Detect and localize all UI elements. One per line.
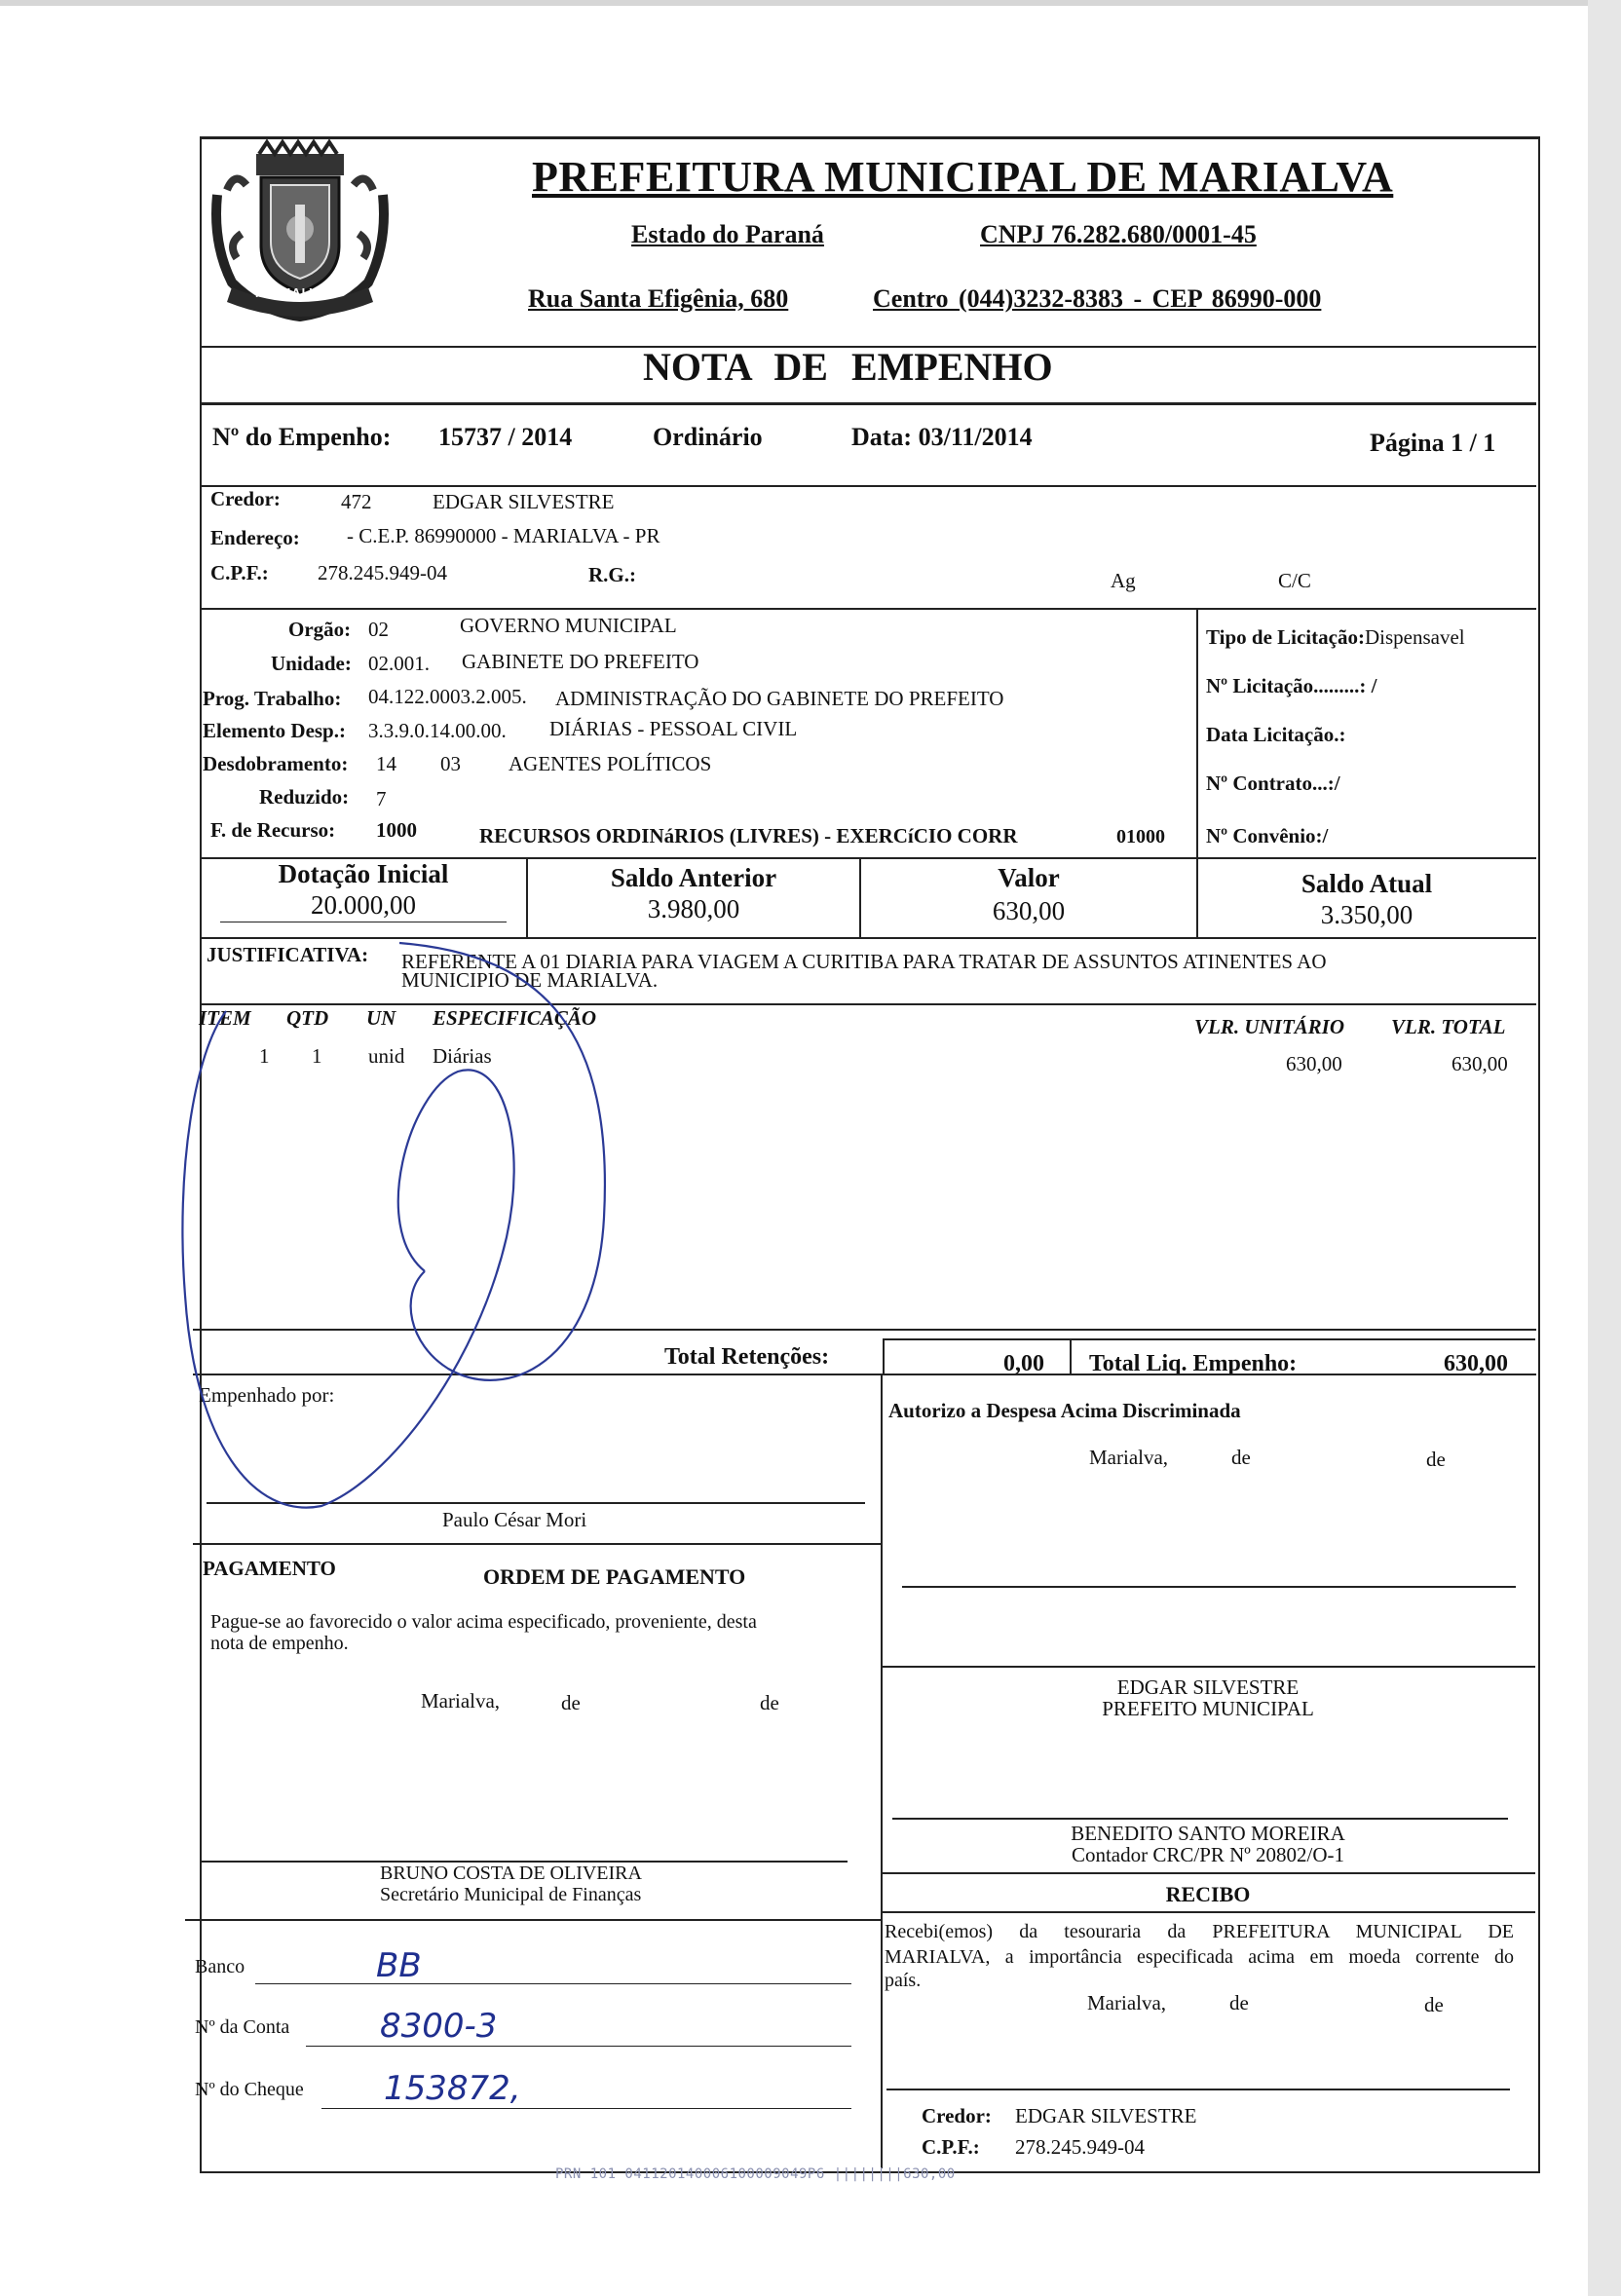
dotacao-label: Dotação Inicial bbox=[278, 859, 449, 888]
recibo-line2: MARIALVA, a importância especificada acima em moeda corrente do bbox=[885, 1946, 1514, 1968]
pagamento-text2: nota de empenho. bbox=[210, 1633, 349, 1654]
contador-name: BENEDITO SANTO MOREIRA bbox=[1071, 1822, 1345, 1845]
empenho-type: Ordinário bbox=[653, 423, 763, 451]
state-label: Estado do Paraná bbox=[631, 220, 824, 248]
recibo-cpf-label: C.P.F.: bbox=[922, 2135, 980, 2159]
justificativa-label: JUSTIFICATIVA: bbox=[207, 943, 369, 966]
licitacao-numero: Nº Licitação.........: / bbox=[1206, 674, 1377, 697]
pagamento-place: Marialva, bbox=[421, 1689, 501, 1713]
item-row-un: unid bbox=[368, 1044, 405, 1068]
cheque-value: 153872, bbox=[384, 2069, 521, 2108]
dotacao-value: 20.000,00 bbox=[311, 890, 416, 920]
endereco-value: - C.E.P. 86990000 - MARIALVA - PR bbox=[347, 524, 660, 547]
licitacao-contrato: Nº Contrato...:/ bbox=[1206, 772, 1340, 795]
orgao-label: Orgão: bbox=[288, 618, 352, 641]
ordem-pagamento-label: ORDEM DE PAGAMENTO bbox=[483, 1564, 746, 1589]
recurso-code: 1000 bbox=[376, 818, 417, 842]
pagamento-de2: de bbox=[760, 1691, 779, 1714]
elemento-name: DIÁRIAS - PESSOAL CIVIL bbox=[549, 717, 798, 740]
orgao-name: GOVERNO MUNICIPAL bbox=[460, 614, 677, 637]
cnpj-label: CNPJ 76.282.680/0001-45 bbox=[980, 220, 1257, 248]
credor-code: 472 bbox=[341, 490, 372, 513]
licitacao-convenio: Nº Convênio:/ bbox=[1206, 824, 1329, 847]
recibo-line3: país. bbox=[885, 1970, 922, 1991]
item-row-espec: Diárias bbox=[433, 1044, 492, 1068]
banco-label: Banco bbox=[195, 1956, 245, 1977]
col-header-un: UN bbox=[366, 1006, 396, 1030]
coat-of-arms-text: MARIALVA bbox=[255, 285, 328, 300]
col-header-total: VLR. TOTAL bbox=[1391, 1015, 1506, 1038]
cc-label: C/C bbox=[1278, 569, 1311, 592]
justificativa-line2: MUNICIPIO DE MARIALVA. bbox=[401, 968, 659, 992]
item-row-total: 630,00 bbox=[1451, 1052, 1508, 1075]
item-row-qtd: 1 bbox=[312, 1044, 322, 1068]
cpf-value: 278.245.949-04 bbox=[318, 561, 447, 584]
street-label: Rua Santa Efigênia, 680 bbox=[528, 284, 789, 313]
desdobramento-name: AGENTES POLÍTICOS bbox=[509, 752, 712, 775]
saldo-anterior-label: Saldo Anterior bbox=[610, 863, 777, 892]
col-header-espec: ESPECIFICAÇÃO bbox=[433, 1006, 597, 1030]
prefeito-name: EDGAR SILVESTRE bbox=[1116, 1675, 1300, 1699]
licitacao-tipo-value: Dispensavel bbox=[1364, 625, 1465, 649]
credor-name: EDGAR SILVESTRE bbox=[433, 490, 615, 513]
autorizo-place: Marialva, bbox=[1089, 1446, 1169, 1469]
col-header-item: ITEM bbox=[199, 1006, 251, 1030]
recibo-de2: de bbox=[1424, 1993, 1444, 2016]
licitacao-tipo-label: Tipo de Licitação: bbox=[1206, 625, 1365, 649]
justificativa-line1: REFERENTE A 01 DIARIA PARA VIAGEM A CURITIBA PARA TRATAR DE ASSUNTOS ATINENTES AO bbox=[401, 950, 1327, 973]
reduzido-label: Reduzido: bbox=[259, 785, 350, 809]
recurso-name: RECURSOS ORDINáRIOS (LIVRES) - EXERCíCIO CORR bbox=[479, 824, 1018, 847]
elemento-code: 3.3.9.0.14.00.00. bbox=[368, 719, 507, 742]
cheque-label: Nº do Cheque bbox=[195, 2079, 304, 2100]
recibo-credor-label: Credor: bbox=[922, 2104, 992, 2127]
pagamento-text1: Pague-se ao favorecido o valor acima especificado, proveniente, desta bbox=[210, 1611, 757, 1633]
orgao-code: 02 bbox=[368, 618, 389, 641]
page-number: Página 1 / 1 bbox=[1370, 429, 1496, 457]
unidade-code: 02.001. bbox=[368, 652, 430, 675]
valor-label: Valor bbox=[998, 863, 1060, 892]
desdobramento-label: Desdobramento: bbox=[203, 752, 349, 775]
pagamento-de1: de bbox=[561, 1691, 581, 1714]
recibo-line1: Recebi(emos) da tesouraria da PREFEITURA MUNICIPAL DE bbox=[885, 1921, 1514, 1942]
licitacao-data: Data Licitação.: bbox=[1206, 723, 1346, 746]
prog-label: Prog. Trabalho: bbox=[203, 687, 342, 710]
doc-title: NOTA DE EMPENHO bbox=[643, 345, 1053, 389]
contador-title: Contador CRC/PR Nº 20802/O-1 bbox=[1071, 1843, 1345, 1866]
valor-value: 630,00 bbox=[992, 896, 1066, 925]
unidade-label: Unidade: bbox=[271, 652, 352, 675]
empenho-number-label: Nº do Empenho: bbox=[212, 423, 392, 451]
liquido-value: 630,00 bbox=[1444, 1351, 1508, 1376]
retencoes-value: 0,00 bbox=[1003, 1351, 1044, 1376]
conta-label: Nº da Conta bbox=[195, 2016, 290, 2038]
prefeito-title: PREFEITO MUNICIPAL bbox=[1102, 1697, 1314, 1720]
item-row-item: 1 bbox=[259, 1044, 270, 1068]
secretario-title: Secretário Municipal de Finanças bbox=[380, 1884, 642, 1905]
empenhado-name: Paulo César Mori bbox=[442, 1508, 587, 1531]
retencoes-label: Total Retenções: bbox=[664, 1344, 830, 1370]
empenho-number: 15737 / 2014 bbox=[438, 423, 573, 451]
rg-label: R.G.: bbox=[588, 563, 636, 586]
recibo-de1: de bbox=[1229, 1991, 1249, 2014]
cpf-label: C.P.F.: bbox=[210, 561, 269, 584]
col-header-unit: VLR. UNITÁRIO bbox=[1194, 1015, 1345, 1038]
banco-value: BB bbox=[376, 1946, 422, 1985]
prog-code: 04.122.0003.2.005. bbox=[368, 685, 527, 708]
recibo-cpf-value: 278.245.949-04 bbox=[1015, 2135, 1145, 2159]
recibo-place: Marialva, bbox=[1087, 1991, 1167, 2014]
pagamento-label: PAGAMENTO bbox=[203, 1557, 336, 1580]
conta-value: 8300-3 bbox=[380, 2007, 498, 2046]
reduzido-value: 7 bbox=[376, 787, 387, 810]
saldo-atual-value: 3.350,00 bbox=[1320, 900, 1414, 929]
saldo-anterior-value: 3.980,00 bbox=[647, 894, 740, 923]
unidade-name: GABINETE DO PREFEITO bbox=[462, 650, 699, 673]
autorizo-de2: de bbox=[1426, 1448, 1446, 1471]
autorizo-de1: de bbox=[1231, 1446, 1251, 1469]
item-row-unit: 630,00 bbox=[1286, 1052, 1342, 1075]
credor-label: Credor: bbox=[210, 487, 281, 510]
recurso-label: F. de Recurso: bbox=[210, 818, 336, 842]
desdobramento-code: 14 bbox=[376, 752, 396, 775]
validation-stamp: PRN 101 041120140006100009049P6 ||||||||630,00 bbox=[555, 2166, 956, 2182]
district-phone-cep: Centro (044)3232-8383 - CEP 86990-000 bbox=[873, 284, 1322, 313]
saldo-atual-label: Saldo Atual bbox=[1301, 869, 1433, 898]
autorizo-label: Autorizo a Despesa Acima Discriminada bbox=[888, 1399, 1241, 1422]
recibo-label: RECIBO bbox=[1165, 1882, 1251, 1906]
recibo-credor-name: EDGAR SILVESTRE bbox=[1015, 2104, 1197, 2127]
ag-label: Ag bbox=[1111, 569, 1136, 592]
secretario-name: BRUNO COSTA DE OLIVEIRA bbox=[380, 1863, 642, 1884]
desdobramento-sub: 03 bbox=[440, 752, 461, 775]
endereco-label: Endereço: bbox=[210, 526, 300, 549]
elemento-label: Elemento Desp.: bbox=[203, 719, 346, 742]
page-title: PREFEITURA MUNICIPAL DE MARIALVA bbox=[532, 153, 1394, 201]
empenho-date: Data: 03/11/2014 bbox=[851, 423, 1033, 451]
recurso-extra: 01000 bbox=[1116, 826, 1165, 847]
prog-name: ADMINISTRAÇÃO DO GABINETE DO PREFEITO bbox=[555, 687, 1004, 710]
col-header-qtd: QTD bbox=[286, 1006, 329, 1030]
empenhado-label: Empenhado por: bbox=[199, 1383, 335, 1407]
liquido-label: Total Liq. Empenho: bbox=[1089, 1351, 1298, 1376]
